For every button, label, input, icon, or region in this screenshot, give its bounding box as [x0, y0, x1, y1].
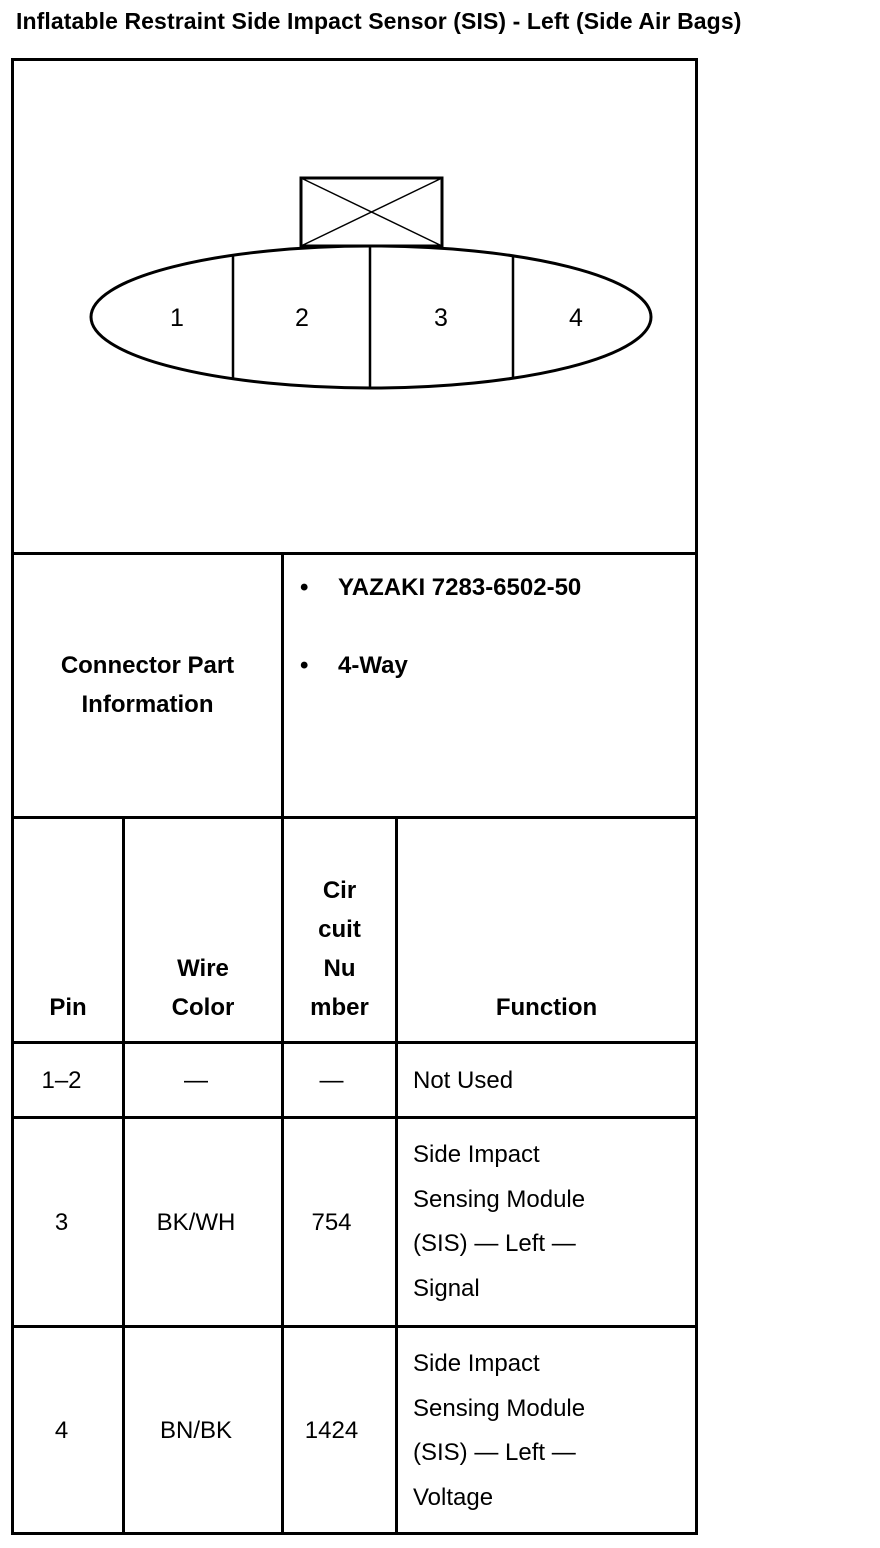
row-divider	[11, 1041, 698, 1044]
part-info-label: Connector Part Information	[60, 652, 235, 718]
part-info-item: • 4-Way	[300, 652, 408, 679]
header-pin: Pin	[49, 994, 87, 1021]
connector-latch-icon	[301, 178, 442, 246]
page-title: Inflatable Restraint Side Impact Sensor (SIS) - Left (Side Air Bags)	[16, 8, 742, 34]
bullet-icon: •	[300, 652, 309, 679]
pin-label-4: 4	[569, 304, 583, 332]
cell-pin: 3	[54, 1209, 69, 1236]
pin-label-1: 1	[170, 304, 184, 332]
cell-pin: 4	[54, 1417, 69, 1444]
cell-function: Side Impact Sensing Module (SIS) — Left — Voltage	[413, 1350, 586, 1511]
column-divider	[281, 552, 284, 1535]
bullet-icon: •	[300, 574, 309, 601]
cell-circuit: 1424	[304, 1417, 359, 1444]
cell-function: Side Impact Sensing Module (SIS) — Left — Signal	[413, 1141, 586, 1302]
cell-circuit: 754	[311, 1209, 352, 1236]
cell-wire-color: BK/WH	[156, 1209, 236, 1236]
column-divider	[395, 816, 398, 1535]
row-divider	[11, 816, 698, 819]
connector-diagram	[0, 0, 880, 560]
pin-label-2: 2	[295, 304, 309, 332]
cell-function: Not Used	[413, 1067, 514, 1094]
cell-wire-color: —	[184, 1067, 208, 1094]
row-divider	[11, 1116, 698, 1119]
row-divider	[11, 552, 698, 555]
header-circuit-number: Cir cuit Nu mber	[310, 877, 369, 1021]
cell-wire-color: BN/BK	[159, 1417, 233, 1444]
pin-label-3: 3	[434, 304, 448, 332]
part-info-item: • YAZAKI 7283-6502-50	[300, 574, 582, 601]
cell-circuit: —	[319, 1067, 344, 1094]
row-divider	[11, 1325, 698, 1328]
header-function: Function	[495, 994, 598, 1021]
header-wire-color: Wire Color	[171, 955, 235, 1021]
cell-pin: 1–2	[41, 1067, 82, 1094]
